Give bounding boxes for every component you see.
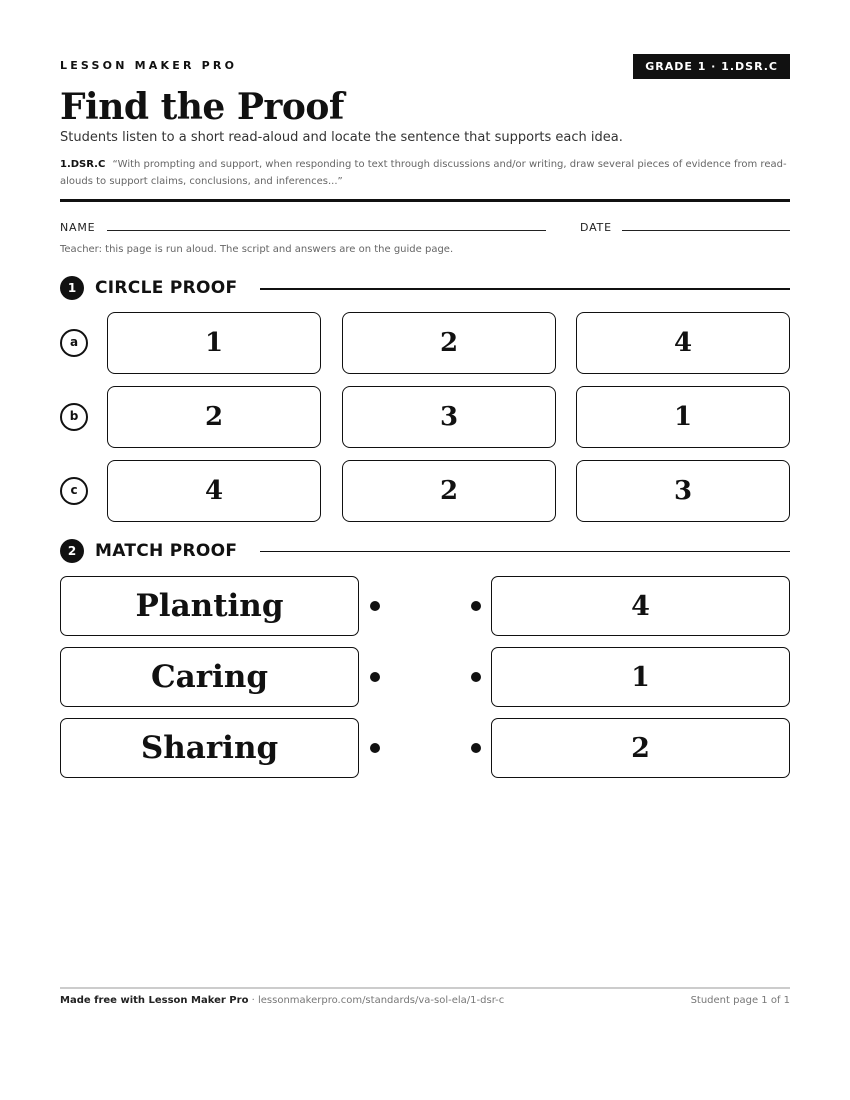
footer-url[interactable]: · lessonmakerpro.com/standards/va-sol-ela/1-dsr-c <box>248 995 505 1006</box>
date-label: DATE <box>580 221 612 234</box>
section-match-proof <box>60 539 790 563</box>
section-rule <box>260 288 790 290</box>
row-letter-c: c <box>60 477 88 505</box>
footer-divider <box>60 987 790 989</box>
choice-box-c3[interactable]: 3 <box>576 460 790 522</box>
match-dot-right-1[interactable] <box>471 601 481 611</box>
date-field[interactable] <box>622 230 790 231</box>
match-dot-right-2[interactable] <box>471 672 481 682</box>
choice-box-b1[interactable]: 2 <box>107 386 321 448</box>
footer-credit <box>60 995 504 1006</box>
section-circle-proof <box>60 276 790 300</box>
name-label: NAME <box>60 221 96 234</box>
teacher-note: Teacher: this page is run aloud. The script and answers are on the guide page. <box>60 244 454 255</box>
choice-box-a3[interactable]: 4 <box>576 312 790 374</box>
match-left-card-3[interactable]: Sharing <box>60 718 359 778</box>
name-field[interactable] <box>107 230 546 231</box>
page-title: Find the Proof <box>60 86 344 128</box>
standard-description <box>60 156 790 190</box>
match-dot-right-3[interactable] <box>471 743 481 753</box>
header-divider <box>60 199 790 202</box>
section-title: CIRCLE PROOF <box>95 278 238 298</box>
row-letter-b: b <box>60 403 88 431</box>
match-dot-left-3[interactable] <box>370 743 380 753</box>
match-right-card-2[interactable]: 1 <box>491 647 790 707</box>
match-right-card-1[interactable]: 4 <box>491 576 790 636</box>
section-number-badge: 1 <box>60 276 84 300</box>
match-right-card-3[interactable]: 2 <box>491 718 790 778</box>
match-left-card-1[interactable]: Planting <box>60 576 359 636</box>
match-left-card-2[interactable]: Caring <box>60 647 359 707</box>
standard-text: “With prompting and support, when responding to text through discussions and/or writing, draw several pieces of evidence from read-alouds to support claims, conclusions, and inferences...” <box>60 159 787 187</box>
footer-page-number: Student page 1 of 1 <box>690 995 790 1006</box>
standard-code: 1.DSR.C <box>60 159 106 170</box>
row-letter-a: a <box>60 329 88 357</box>
grade-badge: GRADE 1 · 1.DSR.C <box>633 54 790 79</box>
choice-box-c1[interactable]: 4 <box>107 460 321 522</box>
match-dot-left-1[interactable] <box>370 601 380 611</box>
choice-box-c2[interactable]: 2 <box>342 460 556 522</box>
footer-made-with: Made free with Lesson Maker Pro <box>60 995 249 1006</box>
page-subtitle: Students listen to a short read-aloud and locate the sentence that supports each idea. <box>60 130 623 145</box>
section-title: MATCH PROOF <box>95 541 238 561</box>
brand-name: LESSON MAKER PRO <box>60 59 238 72</box>
choice-box-a2[interactable]: 2 <box>342 312 556 374</box>
choice-box-a1[interactable]: 1 <box>107 312 321 374</box>
choice-box-b3[interactable]: 1 <box>576 386 790 448</box>
choice-box-b2[interactable]: 3 <box>342 386 556 448</box>
section-number-badge: 2 <box>60 539 84 563</box>
section-rule <box>260 551 790 552</box>
match-dot-left-2[interactable] <box>370 672 380 682</box>
